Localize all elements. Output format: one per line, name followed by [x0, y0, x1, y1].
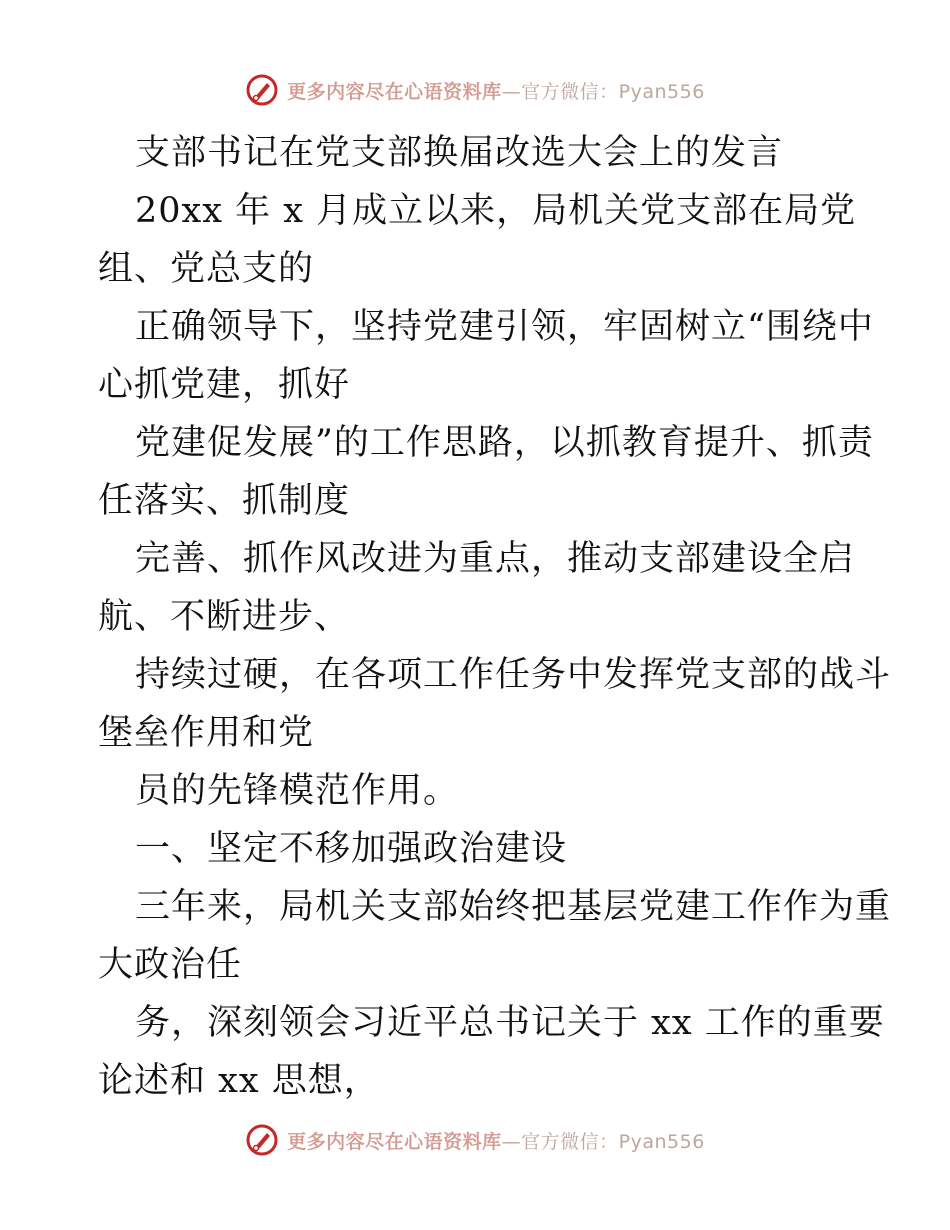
- paragraph-line: 大政治任: [98, 945, 243, 985]
- watermark-contact-text: —官方微信：Pyan556: [501, 1130, 705, 1153]
- seal-pen-logo-icon: [245, 1123, 279, 1157]
- watermark-banner-top: [0, 70, 950, 110]
- watermark-contact-text: —官方微信：Pyan556: [501, 80, 705, 103]
- watermark-site-text: 更多内容尽在心语资料库: [287, 80, 502, 103]
- document-title: 支部书记在党支部换届改选大会上的发言: [135, 133, 784, 173]
- paragraph-line: 组、党总支的: [98, 249, 315, 289]
- watermark-site-text: 更多内容尽在心语资料库: [287, 1130, 502, 1153]
- paragraph-line: 完善、抓作风改进为重点，推动支部建设全启: [135, 539, 856, 579]
- watermark-banner-bottom: [0, 1120, 950, 1160]
- paragraph-line: 堡垒作用和党: [98, 713, 315, 753]
- paragraph-line: 航、不断进步、: [98, 597, 351, 637]
- paragraph-line: 党建促发展”的工作思路，以抓教育提升、抓责: [135, 423, 874, 463]
- paragraph-line: 员的先锋模范作用。: [135, 771, 460, 811]
- watermark-text: [287, 1127, 705, 1154]
- paragraph-line: 任落实、抓制度: [98, 481, 351, 521]
- paragraph-line: 20xx 年 x 月成立以来，局机关党支部在局党: [135, 191, 857, 231]
- paragraph-line: 三年来，局机关支部始终把基层党建工作作为重: [135, 887, 892, 927]
- paragraph-line: 论述和 xx 思想，: [98, 1061, 380, 1101]
- watermark-text: [287, 77, 705, 104]
- paragraph-line: 正确领导下，坚持党建引领，牢固树立“围绕中: [135, 307, 874, 347]
- paragraph-line: 心抓党建，抓好: [98, 365, 351, 405]
- paragraph-line: 务，深刻领会习近平总书记关于 xx 工作的重要: [135, 1003, 885, 1043]
- seal-pen-logo-icon: [245, 73, 279, 107]
- document-body: [98, 124, 892, 1110]
- paragraph-line: 持续过硬，在各项工作任务中发挥党支部的战斗: [135, 655, 892, 695]
- section-heading: 一、坚定不移加强政治建设: [135, 829, 568, 869]
